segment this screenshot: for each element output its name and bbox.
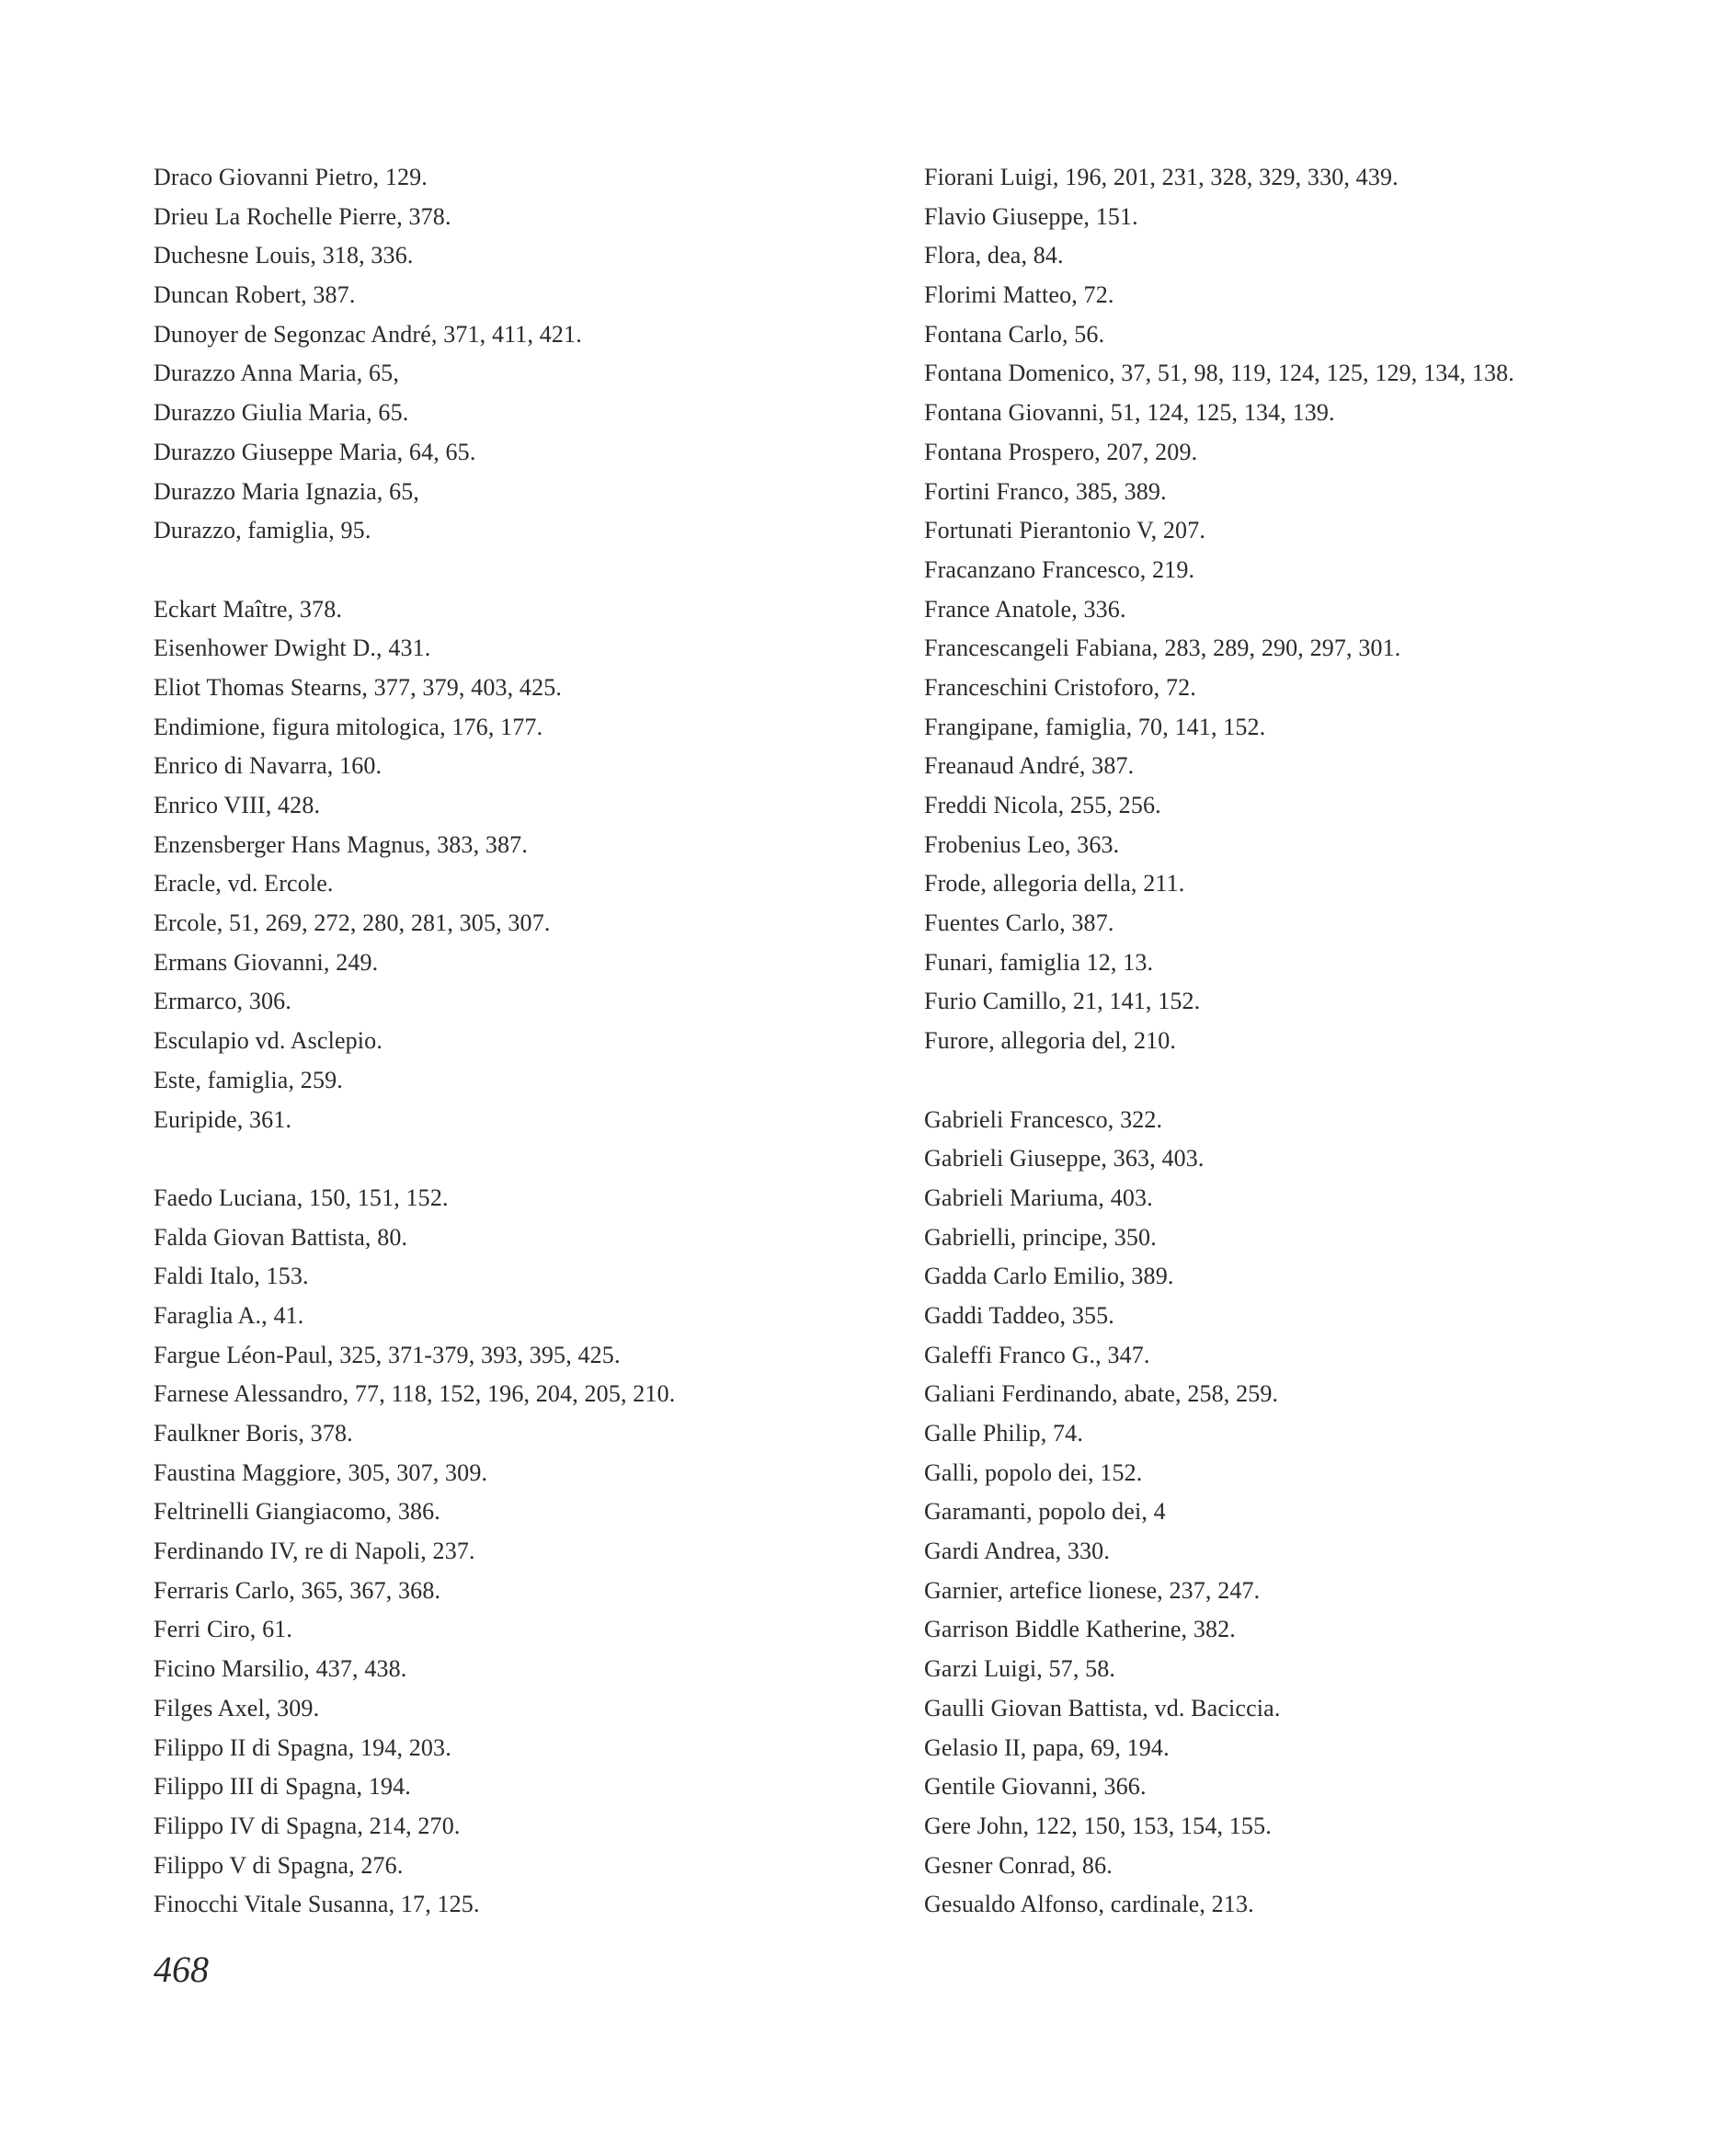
index-entry: Freanaud André, 387. [924,752,1135,780]
index-entry: Ermarco, 306. [154,988,291,1015]
index-entry: Filippo IV di Spagna, 214, 270. [154,1812,461,1839]
index-entry: Furio Camillo, 21, 141, 152. [924,988,1201,1015]
index-entry: Furore, allegoria del, 210. [924,1027,1177,1055]
index-entry: Gere John, 122, 150, 153, 154, 155. [924,1812,1272,1839]
index-entry: Gabrieli Giuseppe, 363, 403. [924,1145,1205,1172]
index-entry: Gabrielli, principe, 350. [924,1223,1157,1251]
index-entry: Gaddi Taddeo, 355. [924,1301,1114,1329]
index-entry: Durazzo, famiglia, 95. [154,517,371,544]
index-entry: Gardi Andrea, 330. [924,1538,1110,1565]
index-entry: Faedo Luciana, 150, 151, 152. [154,1184,449,1211]
index-entry: Filges Axel, 309. [154,1694,320,1721]
index-entry: Francescangeli Fabiana, 283, 289, 290, 297, 301. [924,635,1401,662]
index-entry: Duncan Robert, 387. [154,281,356,309]
index-entry: Florimi Matteo, 72. [924,281,1114,309]
index-entry: Farnese Alessandro, 77, 118, 152, 196, 204, 205, 210. [154,1380,676,1408]
index-entry: Ferdinando IV, re di Napoli, 237. [154,1538,475,1565]
index-entry: Filippo V di Spagna, 276. [154,1851,404,1879]
index-entry: Garzi Luigi, 57, 58. [924,1655,1116,1683]
index-entry: Fiorani Luigi, 196, 201, 231, 328, 329, 330, 439. [924,164,1399,190]
index-entry: Duchesne Louis, 318, 336. [154,242,414,269]
index-entry: Feltrinelli Giangiacomo, 386. [154,1498,440,1526]
index-entry: Esculapio vd. Asclepio. [154,1027,383,1055]
index-entry: Garamanti, popolo dei, 4 [924,1498,1166,1526]
index-entry: Gesner Conrad, 86. [924,1851,1113,1879]
index-entry: Euripide, 361. [154,1105,292,1133]
index-entry: Este, famiglia, 259. [154,1066,343,1093]
index-entry: Eracle, vd. Ercole. [154,870,334,898]
index-entry: Fontana Prospero, 207, 209. [924,438,1198,465]
index-entry: Franceschini Cristoforo, 72. [924,673,1196,701]
index-entry: Flavio Giuseppe, 151. [924,202,1138,230]
index-entry: Fargue Léon-Paul, 325, 371-379, 393, 395, 425. [154,1341,621,1368]
index-entry: France Anatole, 336. [924,595,1126,623]
index-section-gap [924,1061,1715,1101]
index-entry: Fontana Domenico, 37, 51, 98, 119, 124, 125, 129, 134, 138. [924,360,1514,387]
index-entry: Gabrieli Mariuma, 403. [924,1184,1153,1211]
index-entry: Funari, famiglia 12, 13. [924,948,1154,976]
index-section-gap [154,551,889,590]
index-entry: Garrison Biddle Katherine, 382. [924,1616,1236,1643]
index-entry: Galeffi Franco G., 347. [924,1341,1150,1368]
index-entry: Eisenhower Dwight D., 431. [154,635,431,662]
index-section-gap [154,1139,889,1179]
index-entry: Dunoyer de Segonzac André, 371, 411, 421. [154,320,582,348]
index-entry: Freddi Nicola, 255, 256. [924,792,1161,818]
index-entry: Durazzo Giuseppe Maria, 64, 65. [154,438,476,465]
index-entry: Filippo II di Spagna, 194, 203. [154,1733,451,1761]
index-entry: Gentile Giovanni, 366. [924,1773,1147,1801]
index-entry: Drieu La Rochelle Pierre, 378. [154,202,451,230]
index-column-left [154,158,889,1925]
index-entry: Fontana Carlo, 56. [924,320,1105,348]
index-entry: Gaulli Giovan Battista, vd. Baciccia. [924,1694,1281,1721]
index-entry: Fortini Franco, 385, 389. [924,477,1167,505]
index-column-right [924,158,1715,1925]
index-entry: Faraglia A., 41. [154,1301,304,1329]
index-entry: Enrico di Navarra, 160. [154,752,383,780]
page-number: 468 [154,1949,209,1990]
index-entry: Frangipane, famiglia, 70, 141, 152. [924,713,1266,740]
index-entry: Eliot Thomas Stearns, 377, 379, 403, 425. [154,673,563,701]
index-entry: Enrico VIII, 428. [154,792,321,818]
index-entry: Faulkner Boris, 378. [154,1420,353,1447]
index-entry: Galiani Ferdinando, abate, 258, 259. [924,1380,1279,1408]
index-entry: Gelasio II, papa, 69, 194. [924,1733,1170,1761]
index-entry: Gabrieli Francesco, 322. [924,1105,1163,1133]
index-entry: Ferraris Carlo, 365, 367, 368. [154,1576,441,1604]
index-entry: Filippo III di Spagna, 194. [154,1773,411,1801]
index-entry: Fontana Giovanni, 51, 124, 125, 134, 139. [924,399,1335,427]
index-entry: Finocchi Vitale Susanna, 17, 125. [154,1891,480,1918]
index-entry: Flora, dea, 84. [924,242,1064,269]
index-entry: Faldi Italo, 153. [154,1263,309,1290]
index-entry: Ficino Marsilio, 437, 438. [154,1655,407,1683]
index-entry: Galli, popolo dei, 152. [924,1458,1143,1486]
index-entry: Faustina Maggiore, 305, 307, 309. [154,1458,488,1486]
index-entry: Draco Giovanni Pietro, 129. [154,164,428,190]
index-entry: Durazzo Anna Maria, 65, [154,360,399,387]
index-entry: Falda Giovan Battista, 80. [154,1223,408,1251]
index-entry: Eckart Maître, 378. [154,595,342,623]
index-entry: Garnier, artefice lionese, 237, 247. [924,1576,1261,1604]
index-entry: Fortunati Pierantonio V, 207. [924,517,1206,544]
index-entry: Endimione, figura mitologica, 176, 177. [154,713,543,740]
index-entry: Gadda Carlo Emilio, 389. [924,1263,1174,1290]
index-entry: Ermans Giovanni, 249. [154,948,379,976]
index-entry: Gesualdo Alfonso, cardinale, 213. [924,1891,1254,1918]
index-entry: Ferri Ciro, 61. [154,1616,293,1643]
index-entry: Ercole, 51, 269, 272, 280, 281, 305, 307. [154,909,551,937]
index-entry: Durazzo Maria Ignazia, 65, [154,477,420,505]
index-entry: Durazzo Giulia Maria, 65. [154,399,409,427]
index-entry: Fuentes Carlo, 387. [924,909,1114,937]
index-entry: Enzensberger Hans Magnus, 383, 387. [154,830,528,858]
index-entry: Galle Philip, 74. [924,1420,1083,1447]
index-entry: Frobenius Leo, 363. [924,830,1120,858]
index-entry: Fracanzano Francesco, 219. [924,555,1195,583]
index-entry: Frode, allegoria della, 211. [924,870,1185,898]
